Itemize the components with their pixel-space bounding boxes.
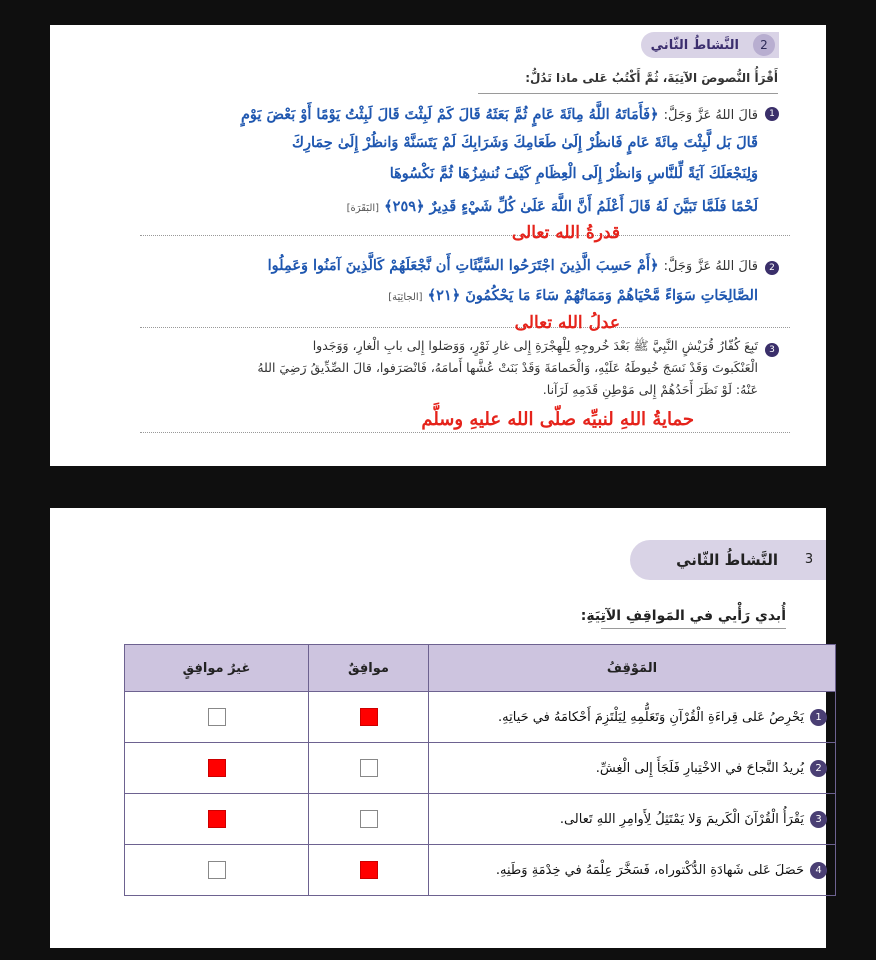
row-number-badge: 4 (810, 862, 827, 879)
col-header-agree: موافِقٌ (309, 645, 429, 692)
situation-text: حَصَلَ عَلى شَهادَةِ الدُّكْتوراه، فَسَخَّرَ عِلْمَهُ في خِدْمَةِ وَطَنِهِ. (495, 862, 804, 878)
agree-cell (309, 845, 429, 896)
disagree-checkbox[interactable] (208, 861, 226, 879)
item-intro: قالَ اللهُ عَزَّ وَجَلَّ: (663, 108, 758, 123)
col-header-disagree: غيرُ موافِقٍ (125, 645, 309, 692)
agree-cell (309, 743, 429, 794)
instruction-underline (478, 93, 778, 94)
agree-checkbox[interactable] (360, 861, 378, 879)
agree-checkbox[interactable] (360, 708, 378, 726)
quran-verse-line: قَالَ بَل لَّبِثْتَ مِائَةَ عَامٍ فَانظُرْ إِلَىٰ طَعَامِكَ وَشَرَابِكَ لَمْ يَتَسَنَّهْ وَانظُرْ إِلَىٰ حِمَارِكَ (292, 134, 758, 151)
disagree-checkbox[interactable] (208, 708, 226, 726)
paragraph-line: عَنْهُ: لَوْ نَظَرَ أَحَدُهُمْ إِلى مَوْطِنِ قَدَمِهِ لَرَآنا. (542, 382, 758, 397)
quran-verse-line: وَلِنَجْعَلَكَ آيَةً لِّلنَّاسِ وَانظُرْ إِلَى الْعِظَامِ كَيْفَ نُنشِزُهَا ثُمَّ نَكْسُوهَا (389, 165, 758, 182)
disagree-cell (125, 794, 309, 845)
agree-cell (309, 692, 429, 743)
handwritten-answer: حمايةُ اللهِ لنبيِّه صلّى الله عليهِ وسلَّم (421, 409, 694, 430)
row-number-badge: 1 (810, 709, 827, 726)
table-row (125, 692, 836, 743)
quran-verse-line: لَحْمًا فَلَمَّا تَبَيَّنَ لَهُ قَالَ أَعْلَمُ أَنَّ اللَّهَ عَلَىٰ كُلِّ شَيْءٍ قَدِيرٌ ﴿٢٥٩﴾ (384, 198, 758, 215)
activity-title: النَّشاطُ الثّاني (676, 551, 778, 569)
activity-number-badge: 2 (753, 34, 775, 56)
activity-title: النَّشاطُ الثّاني (650, 37, 739, 53)
table-header-row (125, 645, 836, 692)
row-number-badge: 2 (810, 760, 827, 777)
activity-tab (641, 32, 779, 58)
paragraph-line: تَبِعَ كُفّارُ قُرَيْشٍ النَّبِيَّ ﷺ بَعْدَ خُروجِهِ لِلْهِجْرَةِ إِلى غارِ ثَوْرٍ، وَوَصَلوا إِلى بابِ الْغارِ، وَوَجَدوا (312, 338, 758, 353)
handwritten-answer: قدرةُ الله تعالى (511, 223, 620, 243)
agree-cell (309, 794, 429, 845)
paragraph-line: الْعَنْكَبوتَ وَقَدْ نَسَجَ خُيوطَهُ عَلَيْهِ، وَالْحَمامَةَ وَقَدْ بَنَتْ عُشَّها أَمامَهُ، فَانْصَرَفوا، قالَ الصِّدِّيقُ رَضِيَ اللهُ (257, 360, 758, 375)
handwritten-answer: عدلُ الله تعالى (514, 313, 620, 333)
table-row (125, 743, 836, 794)
instruction-text: أُبدي رَأْيي في المَواقِفِ الآتِيَةِ: (580, 608, 786, 624)
activity-card-1 (50, 25, 826, 466)
disagree-cell (125, 743, 309, 794)
disagree-checkbox[interactable] (208, 759, 226, 777)
disagree-checkbox[interactable] (208, 810, 226, 828)
activity-card-2 (50, 508, 826, 948)
table-row (125, 794, 836, 845)
quran-verse-line: الصَّالِحَاتِ سَوَاءً مَّحْيَاهُمْ وَمَمَاتُهُمْ سَاءَ مَا يَحْكُمُونَ ﴿٢١﴾ (427, 287, 758, 304)
answer-line (140, 432, 790, 433)
instruction-underline (601, 628, 786, 629)
situation-cell (429, 692, 836, 743)
situation-text: يَقْرَأُ الْقُرْآنَ الْكَريمَ وَلا يَمْتَثِلُ لِأَوامِرِ اللهِ تَعالى. (559, 811, 804, 827)
surah-reference: [البَقَرَة] (346, 203, 380, 214)
item-intro: قالَ اللهُ عَزَّ وَجَلَّ: (663, 259, 758, 274)
item-number-badge: 1 (765, 107, 779, 121)
situation-cell (429, 845, 836, 896)
situation-cell (429, 794, 836, 845)
table-row (125, 845, 836, 896)
agree-checkbox[interactable] (360, 759, 378, 777)
activity-tab (630, 540, 826, 580)
situation-text: يُريدُ النَّجاحَ في الاخْتِبارِ فَلَجَأَ إِلى الْغِشِّ. (595, 760, 804, 776)
item-number-badge: 3 (765, 343, 779, 357)
item-number-badge: 2 (765, 261, 779, 275)
row-number-badge: 3 (810, 811, 827, 828)
instruction-text: أَقْرَأُ النُّصوصَ الآتِيَةَ، ثُمَّ أَكْتُبُ عَلى ماذا تَدُلُّ: (525, 71, 778, 85)
disagree-cell (125, 692, 309, 743)
activity-number-badge: 3 (804, 552, 814, 567)
agree-checkbox[interactable] (360, 810, 378, 828)
situation-text: يَحْرِصُ عَلى قِراءَةِ الْقُرْآنِ وَتَعَلُّمِهِ لِيَلْتَزِمَ أَحْكامَهُ في حَياتِهِ. (498, 709, 804, 725)
quran-verse-line: ﴿فَأَمَاتَهُ اللَّهُ مِائَةَ عَامٍ ثُمَّ بَعَثَهُ قَالَ كَمْ لَبِثْتَ قَالَ لَبِثْتُ يَوْمًا أَوْ بَعْضَ يَوْمٍ (240, 106, 659, 123)
opinion-table (124, 644, 836, 896)
answer-line (140, 235, 790, 236)
col-header-situation: المَوْقِفُ (429, 645, 836, 692)
situation-cell (429, 743, 836, 794)
answer-line (140, 327, 790, 328)
disagree-cell (125, 845, 309, 896)
surah-reference: [الجاثِيَة] (388, 292, 423, 303)
quran-verse-line: ﴿أَمْ حَسِبَ الَّذِينَ اجْتَرَحُوا السَّيِّئَاتِ أَن نَّجْعَلَهُمْ كَالَّذِينَ آمَنُوا وَعَمِلُوا (267, 257, 659, 274)
